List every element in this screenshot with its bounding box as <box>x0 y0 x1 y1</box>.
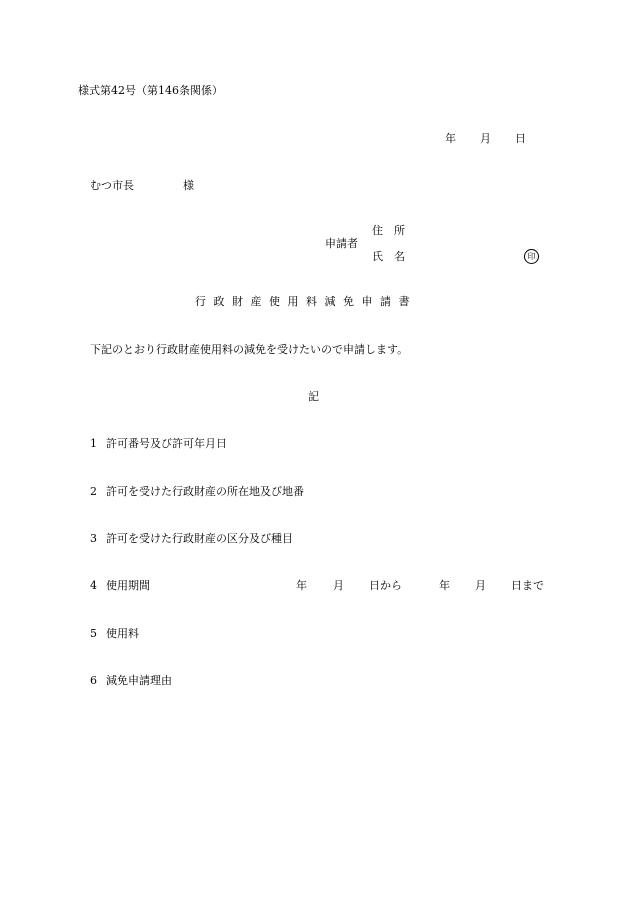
intro-text: 下記のとおり行政財産使用料の減免を受けたいので申請します。 <box>90 343 409 356</box>
period-from-day: 日から <box>369 579 402 592</box>
address-label: 住 所 <box>372 224 405 237</box>
name-label: 氏 名 <box>372 250 405 263</box>
item-number: 2 <box>90 485 97 498</box>
item-number: 1 <box>90 437 97 450</box>
period-to-month: 月 <box>475 579 486 592</box>
period-to-day: 日まで <box>511 579 544 592</box>
item-text: 使用料 <box>106 627 139 640</box>
period-from-year: 年 <box>296 579 307 592</box>
item-number: 5 <box>90 627 97 640</box>
seal-icon: 印 <box>524 249 539 264</box>
item-text: 許可番号及び許可年月日 <box>106 437 227 450</box>
item-text: 許可を受けた行政財産の所在地及び地番 <box>106 485 304 498</box>
item-number: 4 <box>90 579 97 592</box>
document-title: 行 政 財 産 使 用 料 減 免 申 請 書 <box>195 295 412 308</box>
item-text: 使用期間 <box>106 579 150 592</box>
ki-heading: 記 <box>308 390 319 403</box>
date-month-label: 月 <box>480 132 491 145</box>
addressee-name: むつ市長 <box>90 179 134 192</box>
item-number: 6 <box>90 674 97 687</box>
seal-mark <box>524 249 539 264</box>
item-number: 3 <box>90 532 97 545</box>
applicant-label: 申請者 <box>325 237 358 250</box>
addressee-honorific: 様 <box>183 179 194 192</box>
item-text: 減免申請理由 <box>106 674 172 687</box>
period-to-year: 年 <box>439 579 450 592</box>
period-from-month: 月 <box>333 579 344 592</box>
form-number: 様式第42号（第146条関係） <box>78 84 223 97</box>
date-day-label: 日 <box>515 132 526 145</box>
date-year-label: 年 <box>445 132 456 145</box>
item-text: 許可を受けた行政財産の区分及び種目 <box>106 532 293 545</box>
